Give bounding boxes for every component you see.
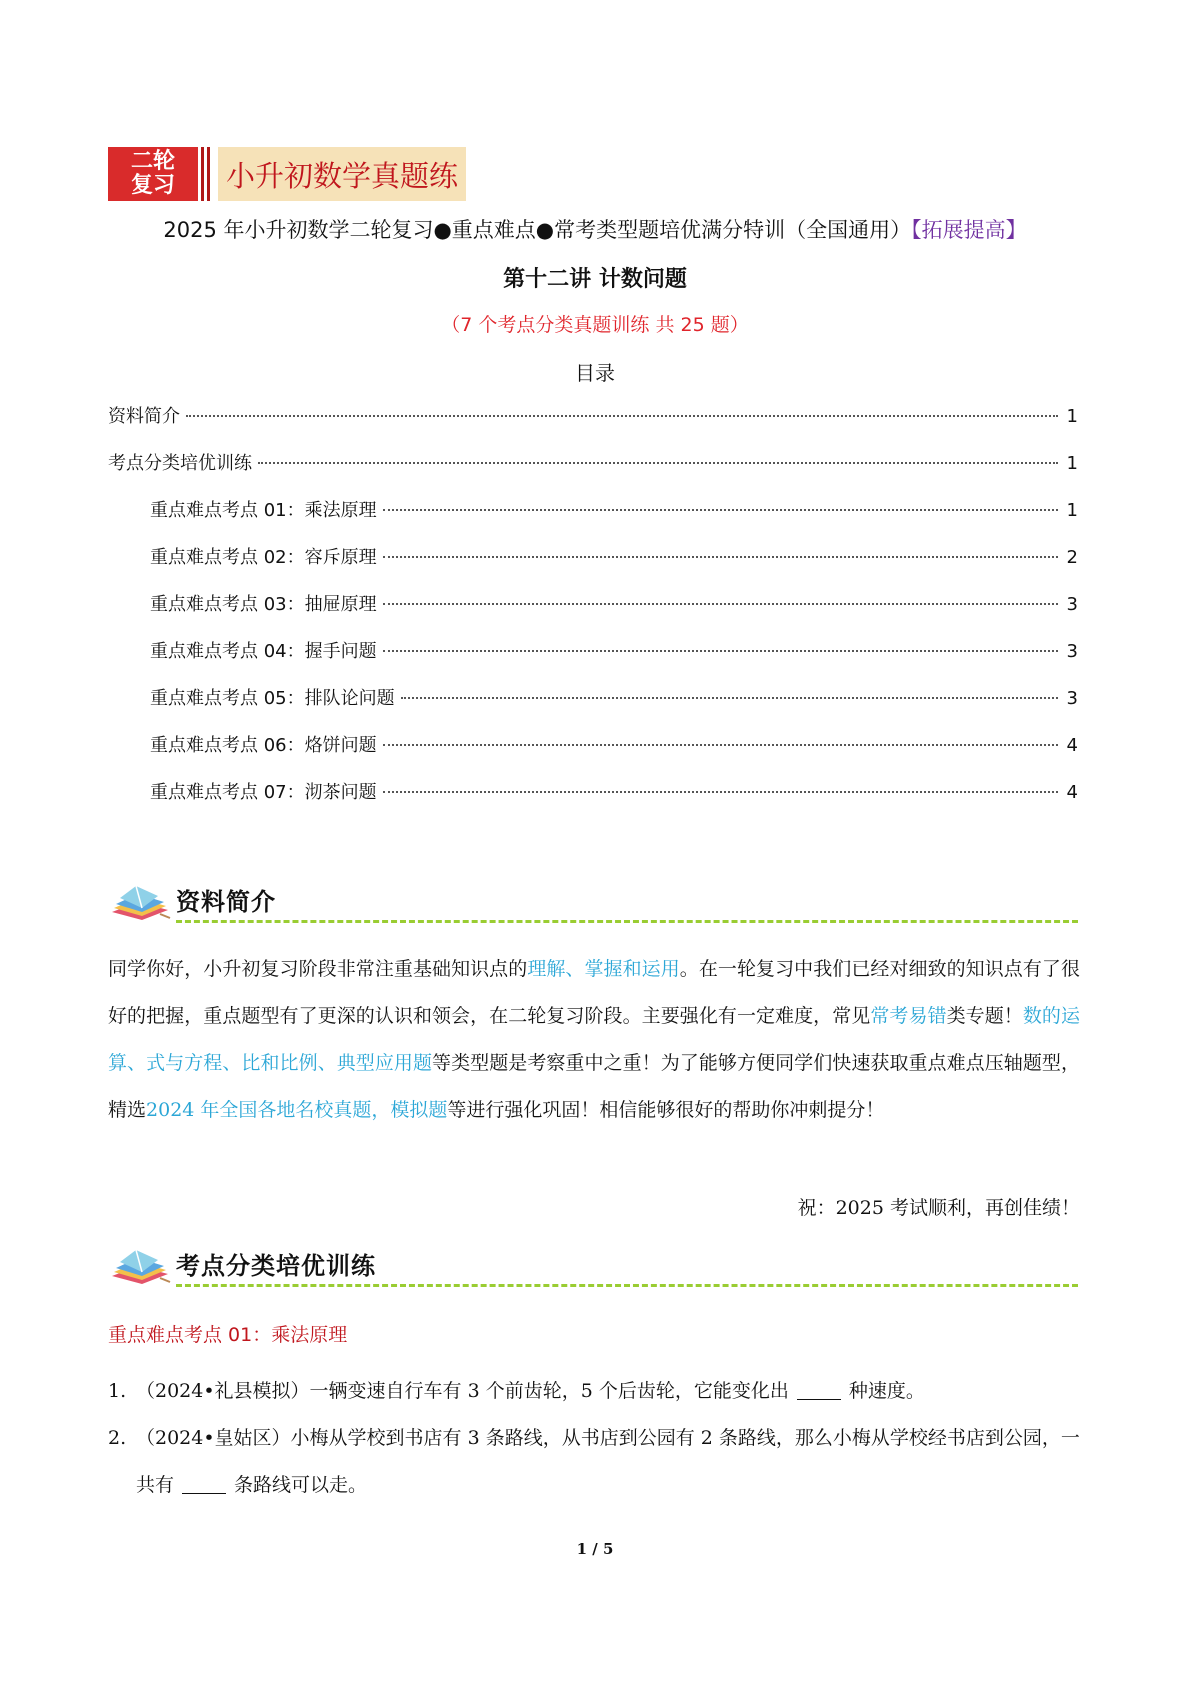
answer-blank[interactable] <box>182 1474 226 1494</box>
banner-title: 小升初数学真题练 <box>218 147 466 201</box>
intro-text-3: 类专题！ <box>946 1005 1023 1027</box>
question-text: （2024•皇姑区）小梅从学校到书店有 3 条路线，从书店到公园有 2 条路线，那么小梅从学校经书店到公园，一共有 <box>136 1427 1080 1496</box>
toc-entry[interactable] <box>108 496 1078 543</box>
document-title-main: 2025 年小升初数学二轮复习●重点难点●常考类型题培优满分特训（全国通用） <box>163 218 912 242</box>
toc-entry[interactable] <box>108 637 1078 684</box>
toc-entry-label: 重点难点考点 06：烙饼问题 <box>150 735 377 756</box>
toc-entry-page: 1 <box>1066 453 1078 474</box>
toc-entry-label: 重点难点考点 02：容斥原理 <box>150 547 377 568</box>
question-number: 2. <box>108 1427 127 1449</box>
toc-entry-page: 4 <box>1066 735 1078 756</box>
page-indicator: 1 / 5 <box>576 1540 614 1558</box>
answer-blank[interactable] <box>797 1380 841 1400</box>
banner-divider-bars <box>198 147 218 201</box>
toc-entry[interactable] <box>108 402 1078 449</box>
toc-entry-label: 重点难点考点 05：排队论问题 <box>150 688 395 709</box>
question-stats: （7 个考点分类真题训练 共 25 题） <box>441 314 749 336</box>
question-item <box>108 1415 1083 1509</box>
toc-entry-page: 3 <box>1066 594 1078 615</box>
toc-entry[interactable] <box>108 543 1078 590</box>
toc-entry[interactable] <box>108 449 1078 496</box>
banner-badge-line1: 二轮 <box>130 149 175 174</box>
toc-entry-label: 重点难点考点 07：沏茶问题 <box>150 782 377 803</box>
banner-badge <box>108 147 198 201</box>
books-icon <box>108 1244 172 1286</box>
books-icon <box>108 880 172 922</box>
training-section-header <box>108 1240 1078 1290</box>
toc-entry[interactable] <box>108 731 1078 778</box>
toc-heading: 目录 <box>575 361 615 385</box>
section-divider <box>176 1284 1078 1287</box>
intro-text-4: 等类型题是考察重中之重！为了能够方便同学们快速获取重点难点压轴题型，精选 <box>108 1052 1080 1121</box>
header-banner <box>108 147 466 201</box>
section-divider <box>176 920 1078 923</box>
toc-entry[interactable] <box>108 684 1078 731</box>
intro-text-2: 。在一轮复习中我们已经对细致的知识点有了很好的把握，重点题型有了更深的认识和领会，在二轮复习阶段。主要强化有一定难度，常见 <box>108 958 1080 1027</box>
closing-wish: 祝：2025 考试顺利，再创佳绩！ <box>797 1197 1080 1219</box>
toc-entry-label: 重点难点考点 03：抽屉原理 <box>150 594 377 615</box>
question-text-end: 条路线可以走。 <box>234 1474 368 1496</box>
banner-badge-line2: 复习 <box>130 173 175 198</box>
toc-entry-label: 考点分类培优训练 <box>108 453 252 474</box>
toc-entry-page: 3 <box>1066 641 1078 662</box>
intro-text-5: 等进行强化巩固！相信能够很好的帮助你冲刺提分！ <box>447 1099 885 1121</box>
question-item <box>108 1368 1083 1415</box>
question-text-end: 种速度。 <box>848 1380 925 1402</box>
toc-entry-page: 4 <box>1066 782 1078 803</box>
intro-paragraph <box>108 946 1080 1134</box>
toc-entry-page: 1 <box>1066 500 1078 521</box>
intro-text-1: 同学你好，小升初复习阶段非常注重基础知识点的 <box>108 958 528 980</box>
lecture-title: 第十二讲 计数问题 <box>503 267 687 292</box>
question-text: （2024•礼县模拟）一辆变速自行车有 3 个前齿轮，5 个后齿轮，它能变化出 <box>136 1380 789 1402</box>
topic-title: 重点难点考点 01：乘法原理 <box>108 1324 348 1346</box>
toc-entry-label: 资料简介 <box>108 406 180 427</box>
intro-section-header <box>108 876 1078 926</box>
toc-entry-label: 重点难点考点 01：乘法原理 <box>150 500 377 521</box>
training-section-heading: 考点分类培优训练 <box>176 1252 376 1280</box>
question-number: 1. <box>108 1380 127 1402</box>
intro-highlight-1: 理解、掌握和运用 <box>527 958 680 980</box>
table-of-contents <box>108 402 1078 825</box>
toc-entry-page: 1 <box>1066 406 1078 427</box>
intro-section-heading: 资料简介 <box>176 888 276 916</box>
document-title <box>0 214 1190 244</box>
toc-entry-page: 2 <box>1066 547 1078 568</box>
intro-highlight-3: 数的运算、式与方程、比和比例、典型应用题 <box>108 1005 1080 1074</box>
toc-entry[interactable] <box>108 778 1078 825</box>
toc-entry-label: 重点难点考点 04：握手问题 <box>150 641 377 662</box>
intro-highlight-4: 2024 年全国各地名校真题，模拟题 <box>146 1099 448 1121</box>
question-list <box>108 1368 1083 1509</box>
toc-entry[interactable] <box>108 590 1078 637</box>
intro-highlight-2: 常考易错 <box>870 1005 947 1027</box>
document-title-accent: 【拓展提高】 <box>911 218 1027 242</box>
toc-entry-page: 3 <box>1066 688 1078 709</box>
